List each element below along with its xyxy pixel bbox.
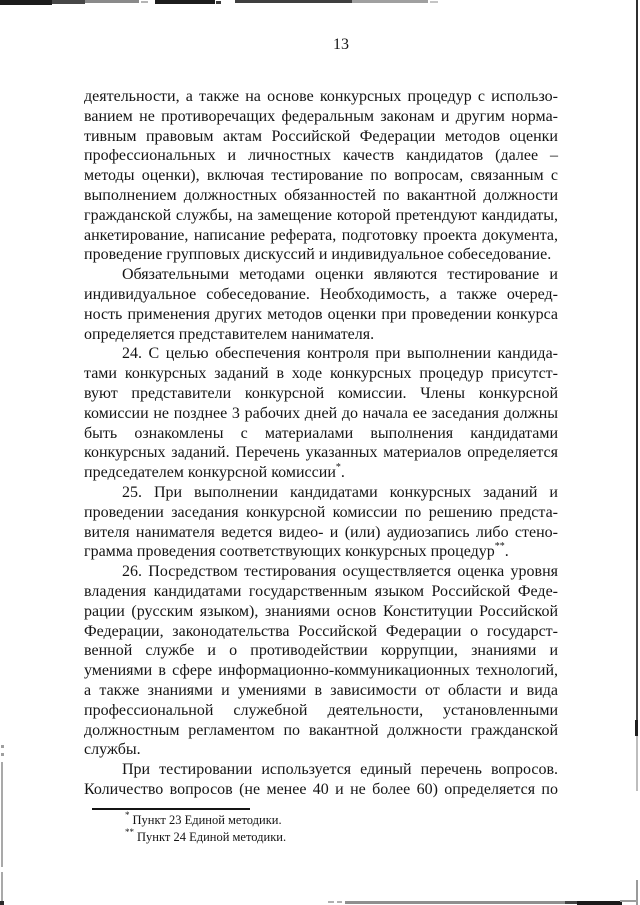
text-line: а также знаниями и умениями в зависимости от области и вида — [84, 681, 558, 699]
footnote-reference: ** — [494, 541, 505, 552]
scan-artifact-top-bar — [52, 0, 85, 4]
text-line: гражданской службы, на замещение которой претендуют кандидаты, — [84, 206, 558, 224]
text-line: председателем конкурсной комиссии*. — [84, 461, 345, 482]
scan-artifact-right-edge — [636, 0, 638, 560]
scan-artifact-left-edge — [1, 753, 4, 756]
text-line: тами конкурсных заданий в ходе конкурсных процедур присутст- — [84, 365, 558, 383]
scan-artifact-bottom-bar — [620, 900, 638, 902]
scan-artifact-left-edge — [1, 745, 4, 748]
text-line: определяется представителем нанимателя. — [84, 325, 375, 343]
scan-artifact-top-bar — [0, 0, 52, 5]
text-line: 25. При выполнении кандидатами конкурсных заданий и — [122, 483, 558, 501]
text-line: Обязательными методами оценки являются тестирование и — [122, 266, 558, 284]
paragraph — [84, 265, 558, 344]
text-line: выполнением должностных обязанностей по вакантной должности — [84, 186, 558, 204]
footnote-reference: * — [335, 461, 341, 473]
text-line: индивидуальное собеседование. Необходимость, а также очеред- — [84, 285, 558, 303]
text-line: При тестировании используется единый перечень вопросов. — [122, 761, 558, 779]
text-line: умениями в сфере информационно-коммуникационных технологий, — [84, 662, 558, 680]
scan-artifact-top-bar — [352, 0, 428, 3]
paragraph — [84, 87, 558, 265]
scan-artifact-bottom-bar — [577, 901, 622, 905]
text-line: проведении заседания конкурсной комиссии по решению предста- — [84, 503, 558, 521]
text-line: ность применения других методов оценки при проведении конкурса — [84, 305, 558, 323]
page-number: 13 — [333, 36, 349, 53]
scan-artifact-top-bar — [216, 1, 221, 4]
text-line: венной службе и о противодействии коррупции, знаниями и — [84, 642, 558, 660]
text-line: деятельности, а также на основе конкурсных процедур с использо- — [84, 88, 558, 105]
paragraph — [84, 483, 558, 562]
scan-artifact-top-bar — [85, 0, 139, 3]
paragraph — [84, 760, 558, 800]
text-line: ванием не противоречащих федеральным законам и другим норма- — [84, 107, 558, 125]
text-line: Федерации, законодательства Российской Федерации о государст- — [84, 622, 558, 640]
text-line: комиссии не позднее 3 рабочих дней до начала ее заседания должны — [84, 404, 558, 422]
text-line: анкетирование, написание реферата, подготовку проекта документа, — [84, 226, 558, 244]
text-line: владения кандидатами государственным языком Российской Феде- — [84, 582, 558, 600]
text-line: профессиональных и личностных качеств кандидатов (далее – — [84, 147, 558, 165]
footnote-marker: ** — [125, 826, 134, 837]
text-line: службы. — [84, 741, 141, 759]
text-line: профессиональной служебной деятельности, установленными — [84, 701, 558, 719]
scan-artifact-right-edge — [636, 560, 638, 720]
paragraph — [84, 344, 558, 483]
text-line: вуют представители конкурсной комиссии. Члены конкурсной — [84, 384, 558, 402]
scan-artifact-bottom-bar — [337, 901, 342, 903]
footnote-separator — [92, 808, 250, 810]
scan-artifact-bottom-bar — [328, 901, 334, 903]
scan-artifact-top-bar — [235, 0, 352, 3]
footnote: * Пункт 23 Единой методики. — [125, 809, 282, 827]
text-line: грамма проведения соответствующих конкурсных процедур**. — [84, 541, 509, 561]
paragraph — [84, 562, 558, 760]
text-line: методы оценки), включая тестирование по вопросам, связанным с — [84, 167, 558, 185]
text-line: Количество вопросов (не менее 40 и не более 60) определяется по — [84, 780, 558, 798]
scan-artifact-bottom-bar — [565, 901, 577, 904]
scan-artifact-top-bar — [155, 0, 215, 4]
text-line: быть ознакомлены с материалами выполнения кандидатами — [84, 424, 558, 442]
text-line: должностным регламентом по вакантной должности гражданской — [84, 721, 558, 739]
scan-artifact-right-edge — [636, 736, 638, 791]
text-line: конкурсных заданий. Перечень указанных материалов определяется — [84, 444, 558, 462]
scan-artifact-bottom-bar — [345, 901, 565, 904]
footnotes — [125, 809, 545, 846]
scan-artifact-right-edge — [635, 720, 638, 736]
scan-artifact-top-bar — [430, 1, 438, 3]
text-line: проведение групповых дискуссий и индивидуальное собеседование. — [84, 246, 552, 264]
scan-artifact-left-edge — [0, 901, 4, 905]
text-line: тивным правовым актам Российской Федерации методов оценки — [84, 127, 558, 145]
text-line: 26. Посредством тестирования осуществляется оценка уровня — [122, 563, 558, 581]
text-line: рации (русским языком), знаниями основ Конституции Российской — [84, 602, 558, 620]
text-line: вителя нанимателя ведется видео- и (или) аудиозапись либо стено- — [84, 523, 558, 541]
scan-artifact-top-bar — [141, 1, 148, 3]
footnote-marker: * — [125, 809, 130, 820]
text-body — [84, 87, 558, 800]
footnote: ** Пункт 24 Единой методики. — [125, 826, 287, 844]
text-line: 24. С целью обеспечения контроля при выполнении кандида- — [122, 345, 558, 363]
scan-artifact-left-edge — [1, 762, 3, 867]
